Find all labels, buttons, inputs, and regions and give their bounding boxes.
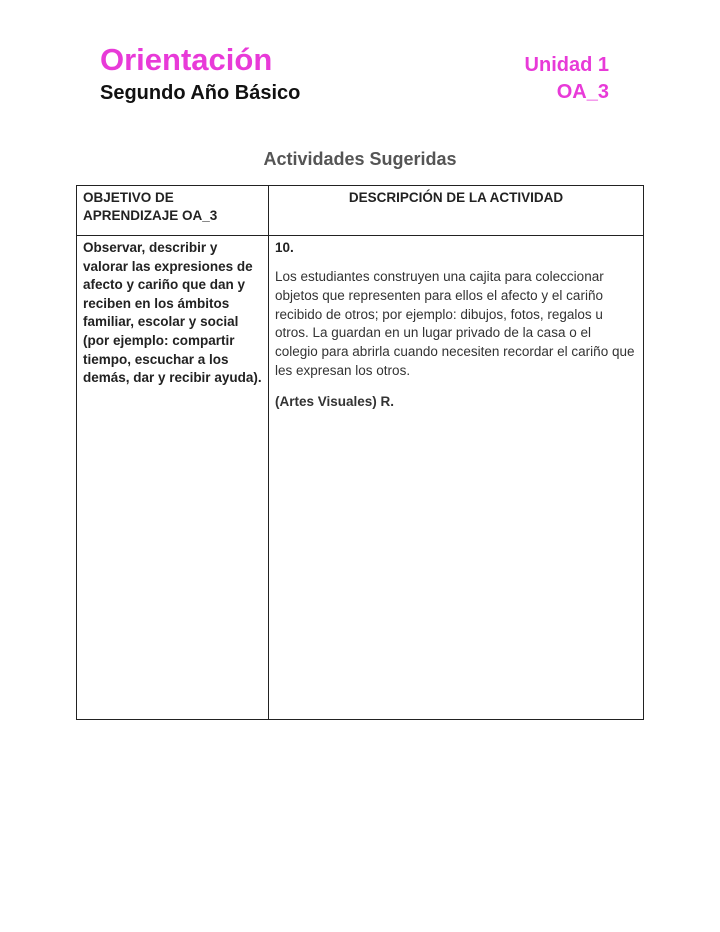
objective-column-header: OBJETIVO DE APRENDIZAJE OA_3 (77, 186, 269, 236)
document-header-left (100, 40, 300, 106)
activity-column-header: DESCRIPCIÓN DE LA ACTIVIDAD (269, 186, 644, 236)
section-heading: Actividades Sugeridas (263, 149, 457, 169)
table-row (77, 236, 644, 720)
unit-label: Unidad 1 (524, 54, 609, 76)
document-header-right (525, 52, 609, 106)
activity-reference: (Artes Visuales) R. (275, 393, 395, 409)
activities-table (76, 185, 644, 720)
table-header-row (77, 186, 644, 236)
activity-cell (269, 236, 644, 720)
objective-cell: Observar, describir y valorar las expresiones de afecto y cariño que dan y reciben en los ámbitos familiar, escolar y social (por ejemplo: compartir tiempo, escuchar a los demás, dar y recibir ayuda). (77, 236, 269, 720)
activity-description: Los estudiantes construyen una cajita para coleccionar objetos que representen para ellos el afecto y el cariño recibido de otros; por ejemplo: dibujos, fotos, regalos u otros. La guardan en un lugar privado de la casa o el colegio para abrirla cuando necesiten recordar el cariño que les expresan los otros. (275, 269, 635, 378)
document-subtitle: Segundo Año Básico (100, 82, 301, 104)
document-title: Orientación (100, 42, 273, 77)
oa-label: OA_3 (556, 81, 609, 103)
activity-number: 10. (275, 240, 294, 255)
